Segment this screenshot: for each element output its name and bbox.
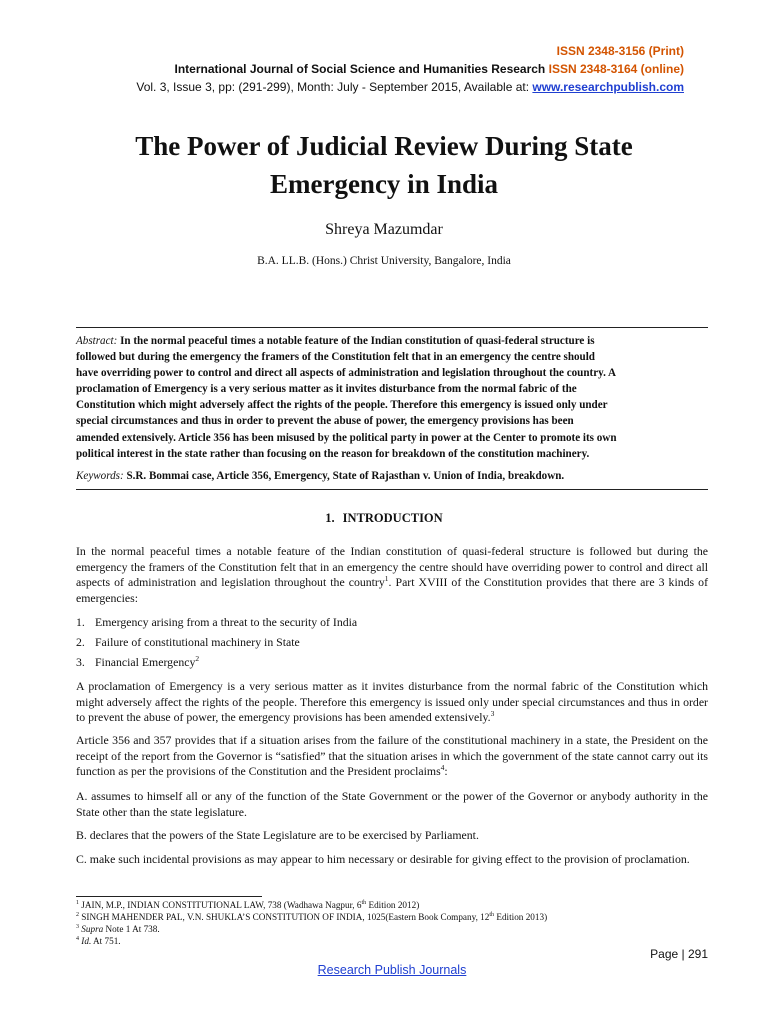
clause-a: A. assumes to himself all or any of the function of the State Government or the power of the Governor or anybody authority in the State other than the state legislature.: [76, 789, 708, 819]
abstract-label: Abstract:: [76, 335, 118, 347]
abstract-line: special circumstances and thus in order to prevent the abuse of power, the emergency provisions has been: [76, 415, 574, 428]
author-affiliation: B.A. LL.B. (Hons.) Christ University, Bangalore, India: [257, 255, 511, 267]
intro-paragraph-1: In the normal peaceful times a notable feature of the Indian constitution of quasi-federal structure is followed but during the emergency the framers of the Constitution felt that in an emergency the centre should have overriding power to control and direct all aspects of administration and legislation throughout the country$^1$. Part XVIII of the Constitution provides that there are 3 kinds of emergencies:: [76, 544, 708, 605]
clause-c: C. make such incidental provisions as may appear to him necessary or desirable for giving effect to the provision of proclamation.: [76, 852, 690, 866]
intro-paragraph-3: Article 356 and 357 provides that if a situation arises from the failure of the constitutional machinery in a state, the President on the receipt of the report from the Governor is “satisfied” that the situation arises in which the government of the state cannot carry out its function as per the provisions of the Constitution and the President proclaims$^4$:: [76, 733, 708, 779]
section-number: 1.: [325, 511, 335, 525]
abstract-line: political interest in the state rather than focusing on the reason for breakdown of the constitution machinery.: [76, 447, 590, 460]
abstract-line: have overriding power to control and direct all aspects of administration and legislation throughout the country. A: [76, 367, 617, 380]
publisher-link[interactable]: Research Publish Journals: [317, 963, 467, 977]
intro-paragraph-2: A proclamation of Emergency is a very serious matter as it invites disturbance from the normal fabric of the Constitution which might adversely affect the rights of the people. Therefore this emergency is issued only under special circumstances and thus in order to prevent the abuse of power, the emergency provisions has been amended extensively.$^3$: [76, 679, 708, 725]
abstract-line: amended extensively. Article 356 has been misused by the political party in power at the Center to promote its own: [76, 431, 617, 444]
abstract-line: followed but during the emergency the framers of the Constitution felt that in an emergency the centre should: [76, 351, 595, 364]
paper-title: [60, 127, 708, 203]
abstract-line: Abstract: In the normal peaceful times a notable feature of the Indian constitution of quasi-federal structure is: [76, 335, 595, 347]
section-title: INTRODUCTION: [342, 511, 443, 525]
footnote: $^3$ Supra Note 1 At 738.: [76, 923, 160, 934]
footnote-ref[interactable]: 2: [195, 654, 200, 664]
list-item: 3. Financial Emergency$^2$: [76, 654, 200, 669]
footnote-ref[interactable]: 4: [440, 763, 445, 773]
volume-line: [136, 79, 684, 96]
author-name: Shreya Mazumdar: [325, 221, 443, 238]
issn-online: ISSN 2348-3164 (online): [548, 62, 684, 76]
keywords-label: Keywords:: [76, 470, 124, 482]
footnote-ref[interactable]: 3: [490, 709, 495, 719]
section-heading: [0, 511, 768, 526]
keywords: [76, 470, 708, 482]
abstract-line: proclamation of Emergency is a very serious matter as it invites disturbance from the normal fabric of the: [76, 383, 577, 396]
abstract: [76, 333, 708, 462]
issn-print: ISSN 2348-3156 (Print): [556, 44, 684, 58]
abstract-top-rule: [76, 327, 708, 328]
volume-info: Vol. 3, Issue 3, pp: (291-299), Month: July - September 2015, Available at:: [136, 80, 530, 94]
footnote-separator: [76, 896, 262, 897]
footnote: $^1$ JAIN, M.P., INDIAN CONSTITUTIONAL LAW, 738 (Wadhawa Nagpur, 6th Edition 2012): [76, 899, 420, 910]
list-item: 2. Failure of constitutional machinery in State: [76, 635, 300, 649]
paper-title-line-1: The Power of Judicial Review During State: [135, 131, 633, 161]
journal-header: [174, 61, 684, 78]
page-number: Page | 291: [650, 947, 708, 961]
clause-b: B. declares that the powers of the State Legislature are to be exercised by Parliament.: [76, 828, 479, 842]
footnote-ref[interactable]: 1: [384, 574, 389, 584]
list-item: 1. Emergency arising from a threat to the security of India: [76, 615, 358, 629]
paper-title-line-2: Emergency in India: [269, 169, 498, 199]
footnote: $^2$ SINGH MAHENDER PAL, V.N. SHUKLA’S CONSTITUTION OF INDIA, 1025(Eastern Book Company, 12th Edition 2013): [76, 911, 548, 922]
abstract-bottom-rule: [76, 489, 708, 490]
journal-name: International Journal of Social Science and Humanities Research: [174, 62, 546, 76]
keywords-text: S.R. Bommai case, Article 356, Emergency, State of Rajasthan v. Union of India, breakdown.: [126, 470, 565, 482]
journal-website-link[interactable]: www.researchpublish.com: [532, 80, 684, 94]
abstract-line: Constitution which might adversely affect the rights of the people. Therefore this emergency is issued only under: [76, 399, 608, 412]
footnote: $^4$ Id. At 751.: [76, 935, 121, 946]
